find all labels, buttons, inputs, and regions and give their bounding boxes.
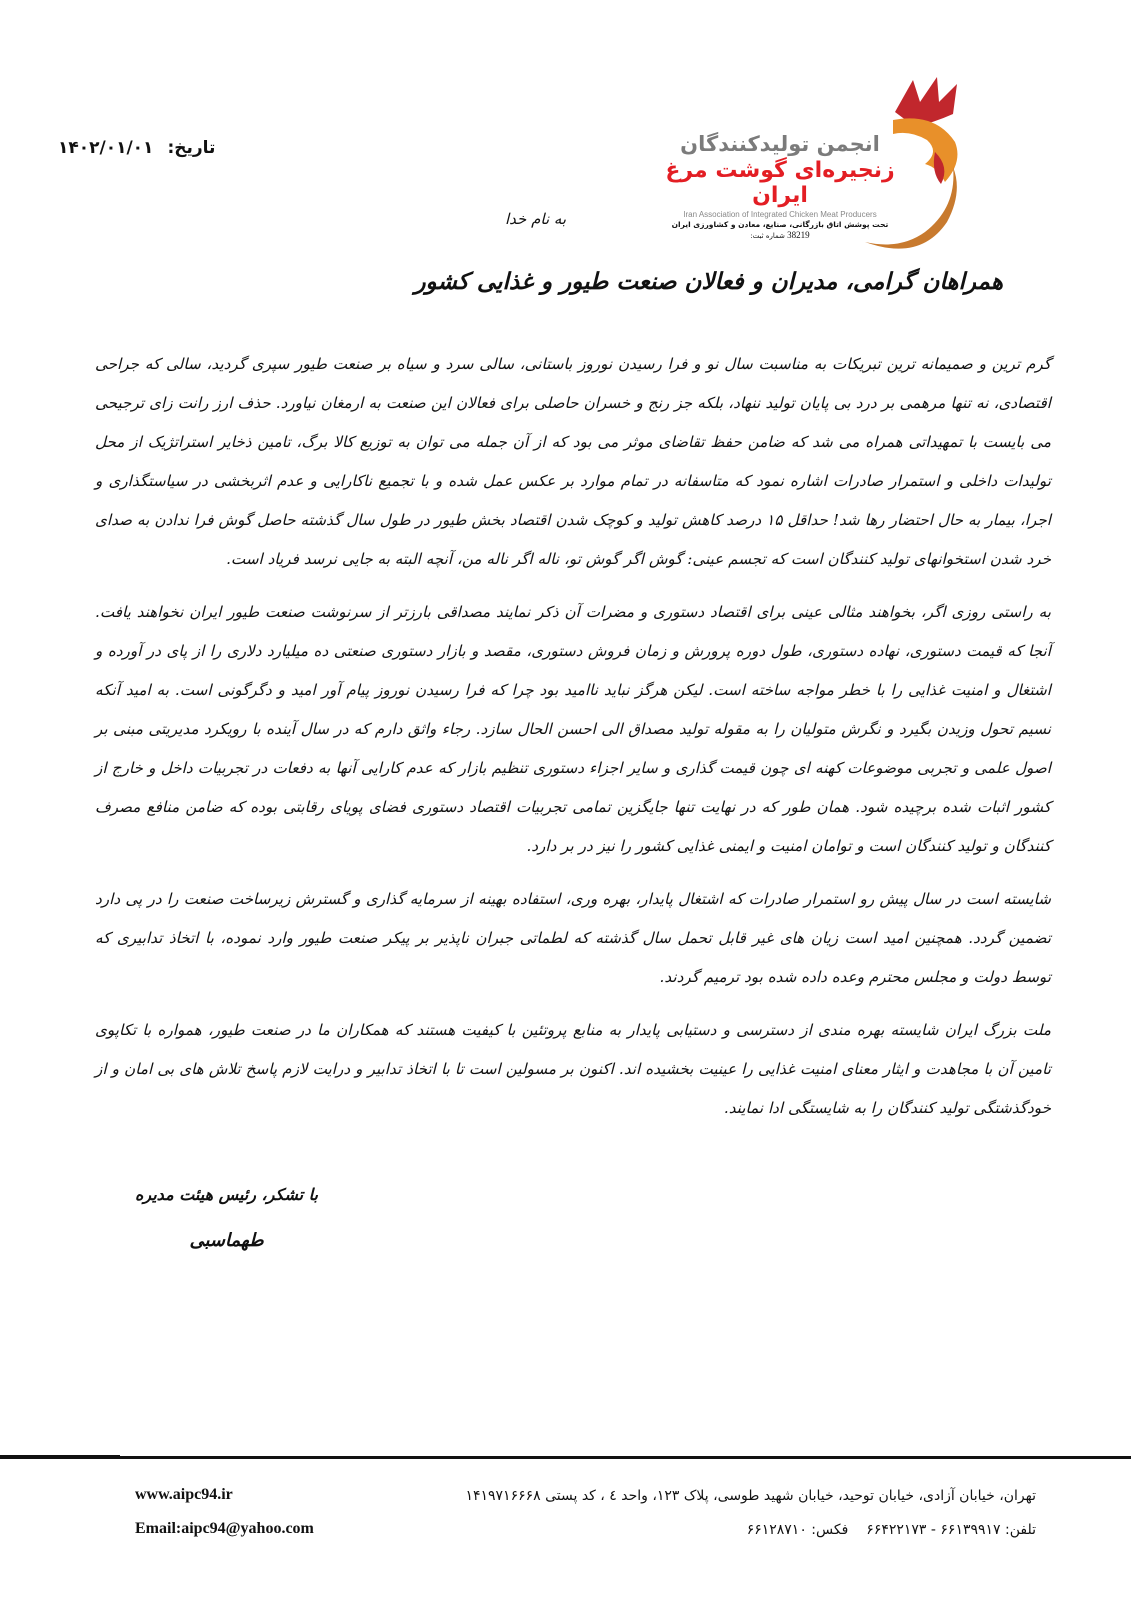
logo-subtitle: تحت پوشش اتاق بازرگانی، صنایع، معادن و کشاورزی ایران	[671, 220, 889, 229]
paragraph: ملت بزرگ ایران شایسته بهره مندی از دسترسی و دستیابی پایدار به منابع پروتئین با کیفیت هستند که همکاران ما در صنعت طیور، همواره با تکاپوی تامین آن با مجاهدت و ایثار معنای امنیت غذایی را عینیت بخشیده اند. اکنون بر مسولین است تا با اتخاذ تدابیر و درایت لازم پاسخ تلاش های بی امان و از خودگذشتگی تولید کنندگان را به شایستگی ادا نمایند.	[95, 1021, 1051, 1117]
registration-label: شماره ثبت:	[750, 232, 785, 240]
basmala: به نام خدا	[505, 210, 567, 228]
letter-body	[95, 345, 1051, 1142]
rooster-head	[893, 118, 957, 182]
footer-phone-fax	[747, 1522, 1036, 1538]
logo-title-line1: انجمن تولیدکنندگان	[680, 132, 880, 156]
footer-fax: فکس: ۶۶۱۲۸۷۱۰	[746, 1522, 849, 1538]
signature-name: طهماسبی	[189, 1230, 264, 1251]
footer-email-link[interactable]: Email:aipc94@yahoo.com	[135, 1520, 314, 1537]
signature-closing: با تشکر، رئیس هیئت مدیره	[135, 1185, 319, 1204]
date-label: تاریخ:	[167, 138, 216, 158]
logo-registration	[665, 230, 895, 240]
footer-website-link[interactable]: www.aipc94.ir	[135, 1486, 233, 1503]
association-logo	[665, 72, 965, 262]
date-value: ۱۴۰۲/۰۱/۰۱	[58, 138, 154, 158]
footer-phone: تلفن: ۶۶۱۳۹۹۱۷ - ۶۶۴۲۲۱۷۳	[866, 1522, 1036, 1538]
paragraph: به راستی روزی اگر، بخواهند مثالی عینی برای اقتصاد دستوری و مضرات آن ذکر نمایند مصداقی بارزتر از سرنوشت صنعت طیور ایران نخواهند یافت. آنجا که قیمت دستوری، نهاده دستوری، طول دوره پرورش و زمان فروش دستوری، مقصد و بازار دستوری صنعتی ده میلیارد دلاری را از پای در آورده و اشتغال و امنیت غذایی را با خطر مواجه ساخته است. لیکن هرگز نباید ناامید بود چرا که فرا رسیدن نوروز پیام آور امید و دگرگونی است. به امید آنکه نسیم تحول وزیدن بگیرد و نگرش متولیان را به مقوله تولید مصداق الی احسن الحال سازد. رجاء واثق دارم که در سال آینده با رویکرد مدیریتی مبنی بر اصول علمی و تجربی موضوعات کهنه ای چون قیمت گذاری و سایر اجزاء دستوری تنظیم بازار که عدم کارایی آنها به دفعات در تجربیات داخل و خارج از کشور اثبات شده برچیده شود. همان طور که در نهایت تنها جایگزین تمامی تجربیات اقتصاد دستوری فضای پویای رقابتی بوده که ضامن منافع مصرف کنندگان و تولید کنندگان است و توامان امنیت و ایمنی غذایی کشور را نیز در بر دارد.	[95, 603, 1051, 855]
paragraph: شایسته است در سال پیش رو استمرار صادرات که اشتغال پایدار، بهره وری، استفاده بهینه از سرمایه گذاری و گسترش زیرساخت صنعت را در پی دارد تضمین گردد. همچنین امید است زیان های غیر قابل تحمل سال گذشته که لطماتی جبران ناپذیر بر پیکر صنعت طیور وارد نموده، با اتخاذ تدابیری که توسط دولت و مجلس محترم وعده داده شده بود ترمیم گردند.	[95, 890, 1051, 986]
footer-address: تهران، خیابان آزادی، خیابان توحید، خیابان شهید طوسی، پلاک ۱۲۳، واحد ٤ ، کد پستی ۱۴۱۹۷۱۶۶۶۸	[465, 1488, 1036, 1504]
logo-english-name: Iran Association of Integrated Chicken Meat Producers	[683, 210, 877, 219]
footer-divider	[0, 1456, 1131, 1459]
registration-number: 38219	[787, 230, 810, 240]
logo-text-block	[665, 132, 895, 240]
paragraph: گرم ترین و صمیمانه ترین تبریکات به مناسبت سال نو و فرا رسیدن نوروز باستانی، سالی سرد و سیاه بر صنعت طیور سپری گردید، سالی که جراحی اقتصادی، نه تنها مرهمی بر درد بی پایان تولید ننهاد، بلکه جز رنج و خسران حاصلی برای فعالان این صنعت به ارمغان نیاورد. حذف ارز رانت زای ترجیحی می بایست با تمهیداتی همراه می شد که ضامن حفظ تقاضای موثر می بود که از آن جمله می توان به توزیع کالا برگ، تامین ذخایر استراتژیک از محل تولیدات داخلی و استمرار صادرات اشاره نمود که متاسفانه در تمام موارد بر عکس عمل شده و با تجمیع ناکارایی و عدم اثربخشی در سیاستگذاری و اجرا، بیمار به حال احتضار رها شد! حداقل ۱۵ درصد کاهش تولید و کوچک شدن اقتصاد بخش طیور در طول سال گذشته حاصل گوش فرا ندادن به صدای خرد شدن استخوانهای تولید کنندگان است که تجسم عینی: گوش اگر گوش تو، ناله اگر ناله من، آنچه البته به جایی نرسد فریاد است.	[95, 355, 1051, 568]
logo-title-line2: زنجیره‌ای گوشت مرغ ایران	[665, 158, 895, 208]
signature-block	[135, 1185, 318, 1251]
salutation-heading: همراهان گرامی، مدیران و فعالان صنعت طیور و غذایی کشور	[414, 268, 1003, 295]
rooster-crescent	[865, 167, 957, 249]
rooster-emblem-icon	[865, 72, 965, 262]
letter-date	[58, 138, 215, 158]
